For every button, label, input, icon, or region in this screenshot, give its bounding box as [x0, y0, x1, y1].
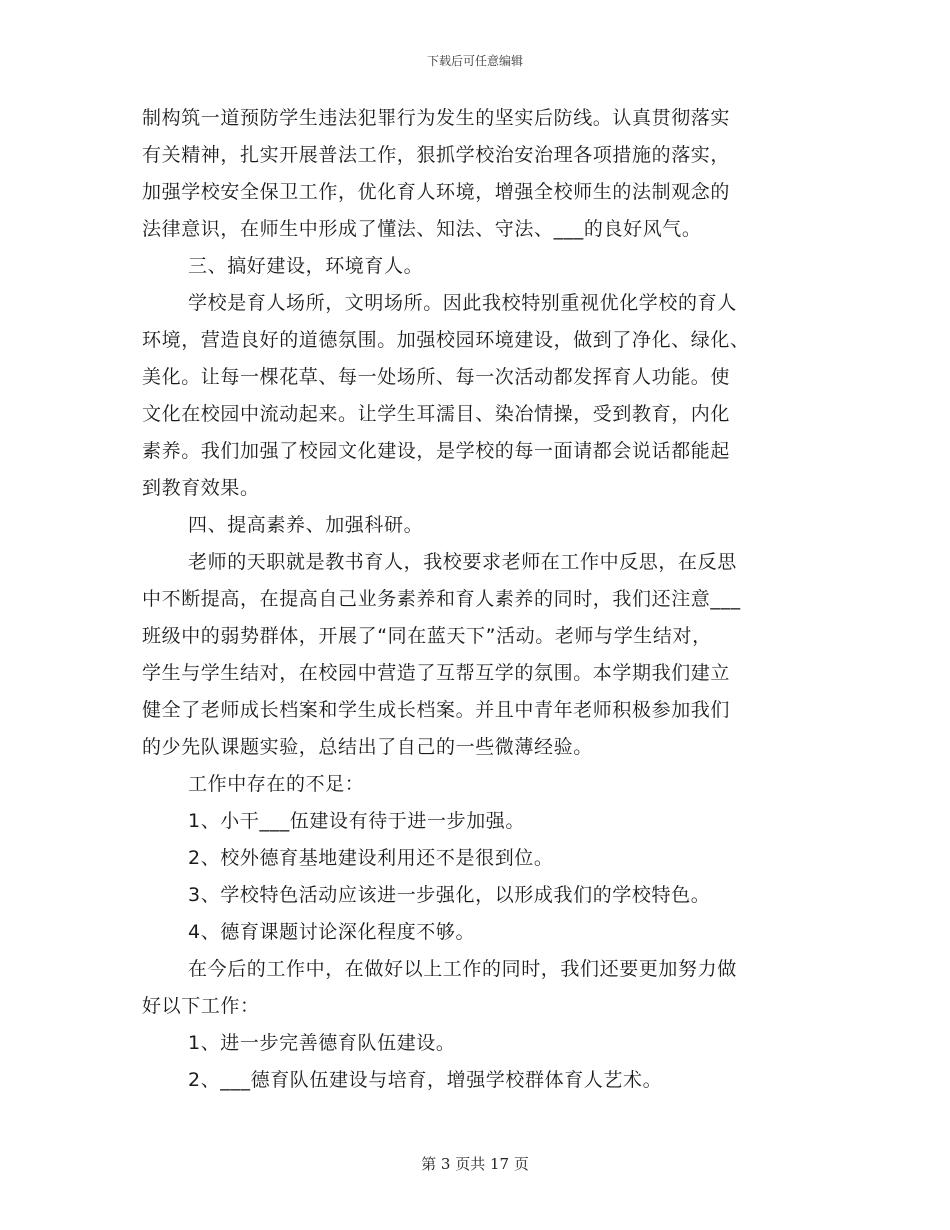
- text-line: 的少先队课题实验，总结出了自己的一些微薄经验。: [142, 736, 593, 758]
- text-line: 到教育效果。: [142, 477, 260, 499]
- text-line: 1、小干___伍建设有待于进一步加强。: [188, 810, 525, 832]
- text-line: 学校是育人场所，文明场所。因此我校特别重视优化学校的育人: [188, 292, 737, 314]
- text-line: 法律意识，在师生中形成了懂法、知法、守法、___的良好风气。: [142, 218, 702, 240]
- text-line: 四、提高素养、加强科研。: [188, 514, 424, 536]
- text-line: 文化在校园中流动起来。让学生耳濡目、染冶情操，受到教育，内化: [142, 403, 731, 425]
- text-line: 制构筑一道预防学生违法犯罪行为发生的坚实后防线。认真贯彻落实: [142, 107, 731, 129]
- text-line: 好以下工作：: [142, 995, 260, 1017]
- text-line: 加强学校安全保卫工作，优化育人环境，增强全校师生的法制观念的: [142, 181, 731, 203]
- text-line: 中不断提高，在提高自己业务素养和育人素养的同时，我们还注意___: [142, 588, 741, 610]
- page-number: 第 3 页共 17 页: [421, 1155, 529, 1173]
- text-line: 班级中的弱势群体，开展了“同在蓝天下”活动。老师与学生结对，: [142, 625, 712, 647]
- text-line: 在今后的工作中，在做好以上工作的同时，我们还要更加努力做: [188, 958, 737, 980]
- text-line: 健全了老师成长档案和学生成长档案。并且中青年老师积极参加我们: [142, 699, 731, 721]
- text-line: 3、学校特色活动应该进一步强化，以形成我们的学校特色。: [188, 884, 711, 906]
- document-body: [142, 100, 812, 1099]
- text-line: 有关精神，扎实开展普法工作，狠抓学校治安治理各项措施的落实，: [142, 144, 731, 166]
- text-line: 2、校外德育基地建设利用还不是很到位。: [188, 847, 554, 869]
- text-line: 三、搞好建设，环境育人。: [188, 255, 424, 277]
- text-line: 素养。我们加强了校园文化建设，是学校的每一面请都会说话都能起: [142, 440, 731, 462]
- text-line: 2、___德育队伍建设与培育，增强学校群体育人艺术。: [188, 1069, 663, 1091]
- text-line: 美化。让每一棵花草、每一处场所、每一次活动都发挥育人功能。使: [142, 366, 731, 388]
- text-line: 学生与学生结对，在校园中营造了互帮互学的氛围。本学期我们建立: [142, 662, 731, 684]
- text-line: 环境，营造良好的道德氛围。加强校园环境建设，做到了净化、绿化、: [142, 329, 750, 351]
- text-line: 1、进一步完善德育队伍建设。: [188, 1032, 456, 1054]
- text-line: 老师的天职就是教书育人，我校要求老师在工作中反思，在反思: [188, 551, 737, 573]
- text-line: 工作中存在的不足：: [188, 773, 365, 795]
- header-note: 下载后可任意编辑: [426, 54, 523, 68]
- text-line: 4、德育课题讨论深化程度不够。: [188, 921, 476, 943]
